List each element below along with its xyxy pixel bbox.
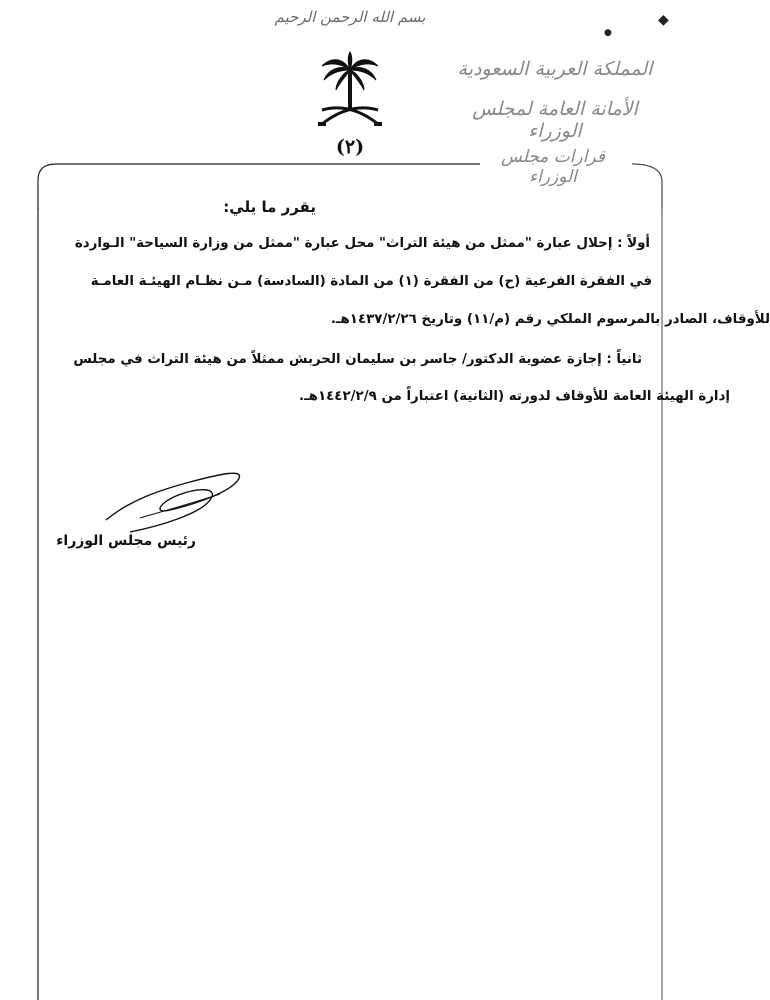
signature-icon	[100, 460, 250, 540]
clause-first-line: للأوقاف، الصادر بالمرسوم الملكي رقم (م/١١) وتاريخ ١٤٣٧/٢/٢٦هـ.	[330, 312, 770, 327]
clause-second-text: إجازة عضوية الدكتور/ جاسر بن سليمان الحربش ممثلاً من هيئة التراث في مجلس	[73, 352, 602, 367]
clause-second-line	[52, 352, 642, 367]
page-frame	[0, 150, 700, 210]
page-number: (٢)	[335, 136, 365, 158]
basmala: بسم الله الرحمن الرحيم	[274, 8, 426, 26]
mark-dot: ●	[604, 28, 612, 38]
clause-first-text: إحلال عبارة "ممثل من هيئة التراث" محل عبارة "ممثل من وزارة السياحة" الـواردة	[74, 236, 613, 251]
clause-first-line	[60, 236, 650, 251]
saudi-emblem-palm-swords-icon	[316, 52, 384, 132]
clause-second-line: إدارة الهيئة العامة للأوقاف لدورته (الثانية) اعتباراً من ١٤٤٢/٢/٩هـ.	[299, 389, 730, 404]
header-secretariat: الأمانة العامة لمجلس الوزراء	[472, 98, 638, 142]
header-decisions: قرارات مجلس الوزراء	[501, 147, 605, 187]
mark-dot: ◆	[658, 12, 669, 28]
clause-first-label: أولاً :	[617, 236, 650, 251]
signer-title: رئيس مجلس الوزراء	[56, 533, 196, 549]
header-kingdom: المملكة العربية السعودية	[457, 58, 653, 80]
resolves-heading: يقرر ما يلي:	[223, 198, 316, 216]
clause-second-label: ثانياً :	[606, 352, 642, 367]
clause-first-line: في الفقرة الفرعية (ح) من الفقرة (١) من المادة (السادسة) مـن نظـام الهيئـة العامـة	[90, 274, 652, 289]
